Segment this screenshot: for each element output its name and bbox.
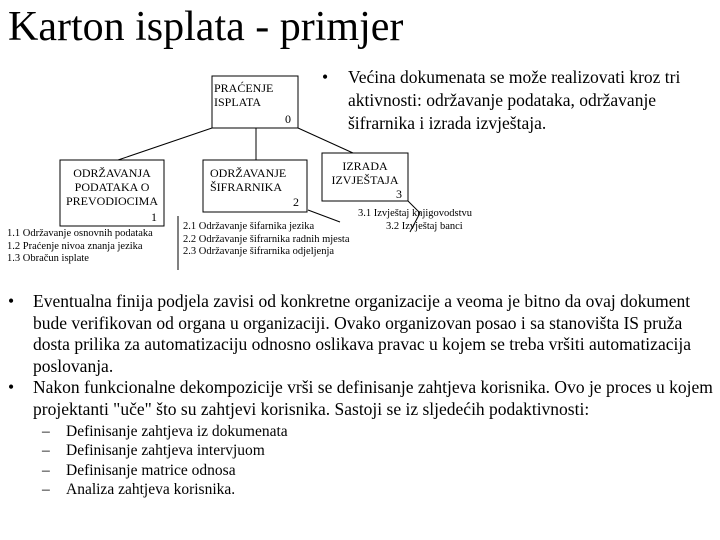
connector-root-node1 [118,128,212,160]
node1-item: 1.2 Praćenje nivoa znanja jezika [7,240,143,252]
node1-number: 1 [151,210,157,224]
node2-item: 2.3 Održavanje šifrarnika odjeljenja [183,246,335,257]
node1-label [60,166,164,208]
sub-list-item [42,422,714,442]
node3-number: 3 [396,187,402,201]
sub-list-item [42,480,714,500]
node3-label-line1: IZRADA [342,159,388,173]
node1-item: 1.1 Održavanje osnovnih podataka [7,228,153,239]
list-item-text: Nakon funkcionalne dekompozicije vrši se definisanje zahtjeva korisnika. Ovo je proces u kojem projektanti "uče" što su zahtjevi korisnika. Sastoji se iz sljedećih podaktivnosti: [33,377,713,419]
page-title: Karton isplata - primjer [8,4,404,50]
bullet-marker: • [322,67,329,87]
connector-root-node3 [298,128,353,153]
node1-label-line2: PODATAKA O [74,180,150,194]
node2-item: 2.1 Održavanje šifarnika jezika [183,221,315,232]
node2-items [183,221,349,259]
sub-list-item-text: Analiza zahtjeva korisnika. [66,481,236,499]
root-number: 0 [285,112,291,126]
sub-list-item-text: Definisanje zahtjeva iz dokumenata [66,422,288,440]
node2-number: 2 [293,195,299,209]
sub-list-item [42,461,714,481]
node1-label-line3: PREVODIOCIMA [65,194,158,208]
sub-list-item-text: Definisanje matrice odnosa [66,461,236,479]
dash-marker: – [42,461,50,479]
dash-marker: – [42,422,50,440]
dash-marker: – [42,481,50,499]
bullet-list [8,291,714,500]
node2-label-line2: ŠIFRARNIKA [210,180,283,194]
node3-item: 3.2 Izvještaj banci [386,220,463,232]
node1-label-line1: ODRŽAVANJA [73,166,151,180]
node1-items [7,228,153,266]
intro-bullet-text: Većina dokumenata se može realizovati kroz tri aktivnosti: održavanje podataka, održavanje šifrarnika i izrada izvještaja. [348,67,681,133]
sub-list-item-text: Definisanje zahtjeva intervjuom [66,442,265,460]
node3-label [322,159,408,187]
bullet-marker: • [8,291,15,311]
node3-item: 3.1 Izvještaj knjigovodstvu [358,208,473,219]
bullet-marker: • [8,377,15,398]
sub-bullet-list [8,422,714,500]
sub-list-item [42,441,714,461]
node2-label [210,166,286,194]
node2-item: 2.2 Održavanje šifrarnika radnih mjesta [183,233,350,245]
list-item-text: Eventualna finija podjela zavisi od konkretne organizacije a veoma je bitno da ovaj dokument bude verifikovan od organa u organizaciji. Ovako organizovan posao i sa stanovišta IS pruža dosta prilika za automatizaciju odnosno oslikava pravac u kojem se treba vršiti automatizacija poslovanja. [33,291,691,376]
list-item [8,377,714,420]
node2-label-line1: ODRŽAVANJE [210,166,287,180]
root-label-line2: ISPLATA [214,95,262,109]
dash-marker: – [42,442,50,460]
root-label [214,81,273,109]
list-item [8,291,714,377]
root-label-line1: PRAĆENJE [214,81,274,95]
node3-items [358,208,472,233]
node1-item: 1.3 Obračun isplate [7,253,89,264]
node3-label-line2: IZVJEŠTAJA [331,173,399,187]
